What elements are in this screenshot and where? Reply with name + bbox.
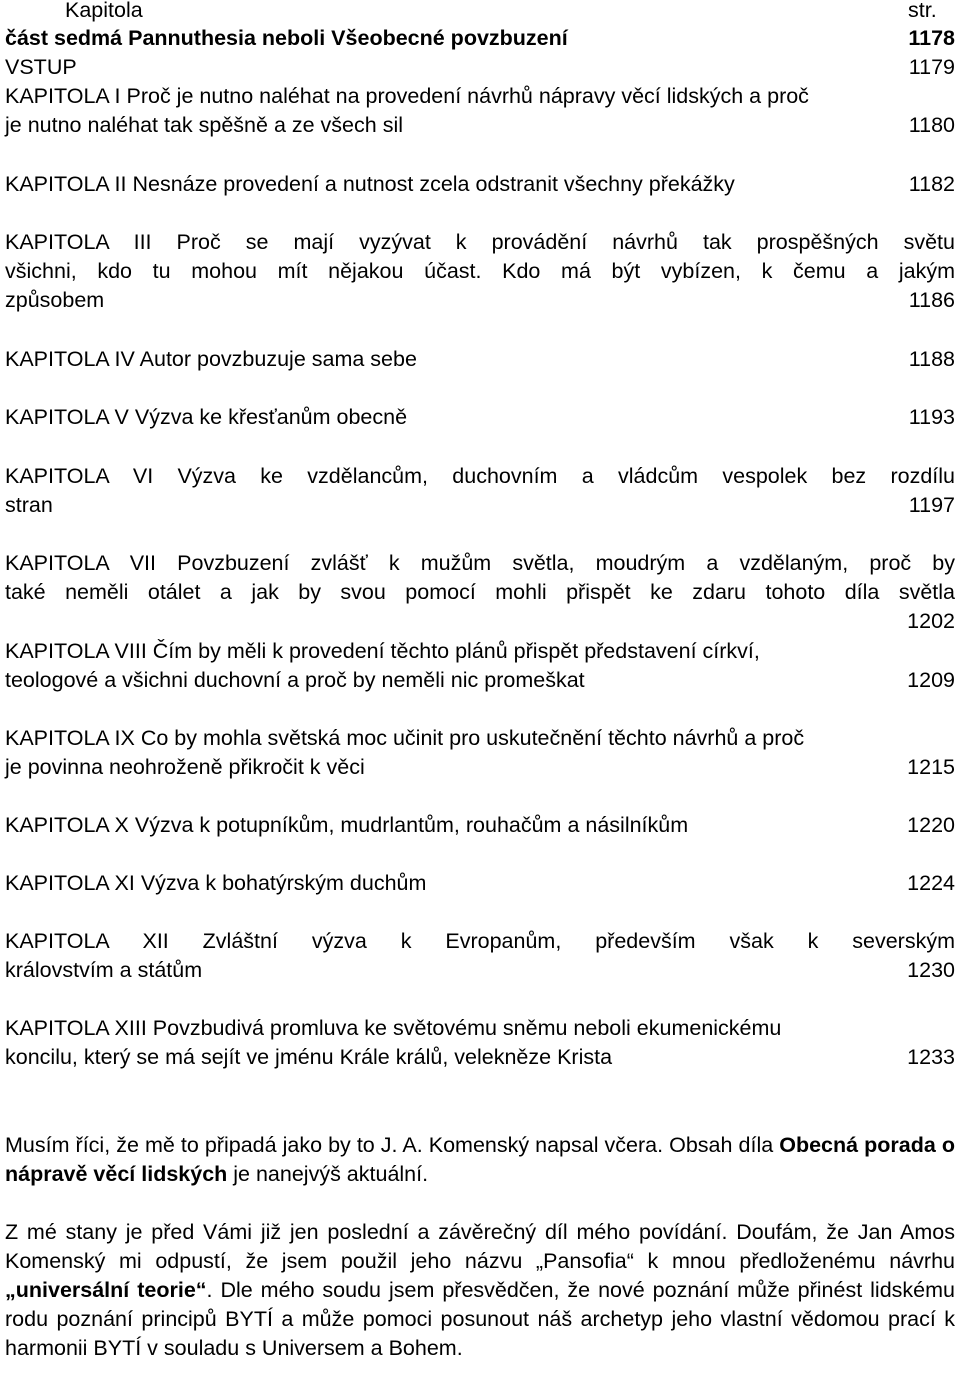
entry-title-line: způsobem (5, 288, 105, 312)
entry-title: KAPITOLA IV Autor povzbuzuje sama sebe (5, 347, 417, 371)
header-chapter-label: Kapitola (65, 0, 143, 22)
entry-title-line: KAPITOLA VI Výzva ke vzdělancům, duchovním a vládcům vespolek bez rozdílu (5, 464, 955, 488)
paragraph-text: . Dle mého soudu jsem přesvědčen, že nové poznání může přinést lidskému rodu poznání principů BYTÍ a může pomoci posunout náš archetyp jeho vlastní vědomou prací k harmonii BYTÍ v souladu s Universem a Bohem. (5, 1278, 955, 1360)
entry-title: KAPITOLA X Výzva k potupníkům, mudrlantům, rouhačům a násilníkům (5, 813, 689, 837)
entry-page-number: 1197 (908, 493, 955, 517)
entry-title: KAPITOLA V Výzva ke křesťanům obecně (5, 405, 408, 429)
entry-title-line: koncilu, který se má sejít ve jménu Krále králů, velekněze Krista (5, 1045, 613, 1069)
entry-page-number: 1230 (907, 958, 955, 982)
entry-page-number: 1180 (908, 113, 955, 137)
entry-page-number: 1182 (908, 172, 955, 196)
entry-page-number: 1215 (907, 755, 955, 779)
commentary-paragraph (5, 1131, 955, 1189)
entry-title-line: všichni, kdo tu mohou mít nějakou účast. Kdo má být vybízen, k čemu a jakým (5, 259, 955, 283)
entry-title-line: KAPITOLA VIII Čím by měli k provedení těchto plánů přispět představení církví, (5, 639, 760, 663)
paragraph-text: Musím říci, že mě to připadá jako by to J. A. Komenský napsal včera. Obsah díla (5, 1133, 774, 1157)
paragraph-text: Z mé stany je před Vámi již jen poslední a závěrečný díl mého povídání. Doufám, že Jan Amos Komenský mi odpustí, že jsem použil jeho názvu „Pansofia“ k mnou předloženému návrhu (5, 1220, 955, 1273)
paragraph-text: je nanejvýš aktuální. (227, 1162, 429, 1186)
entry-page-number: 1179 (908, 55, 955, 79)
entry-title: KAPITOLA II Nesnáze provedení a nutnost zcela odstranit všechny překážky (5, 172, 735, 196)
entry-page-number: 1220 (907, 813, 955, 837)
entry-title-line: KAPITOLA III Proč se mají vyzývat k provádění návrhů tak prospěšných světu (5, 230, 955, 254)
entry-page-number: 1233 (907, 1045, 955, 1069)
toc-entry (5, 927, 955, 985)
entry-page-number: 1193 (908, 405, 955, 429)
entry-title-line: KAPITOLA XIII Povzbudivá promluva ke světovému sněmu neboli ekumenickému (5, 1016, 782, 1040)
toc-entry (5, 549, 955, 636)
entry-title-line: KAPITOLA VII Povzbuzení zvlášť k mužům světla, moudrým a vzdělaným, proč by (5, 551, 955, 575)
commentary-paragraph (5, 1218, 955, 1363)
entry-title: KAPITOLA XI Výzva k bohatýrským duchům (5, 871, 427, 895)
entry-page-number: 1209 (907, 668, 955, 692)
work-title: Obecná porada o nápravě věcí lidských (5, 1133, 955, 1186)
entry-title-line: KAPITOLA XII Zvláštní výzva k Evropanům, především však k severským (5, 929, 955, 953)
part-title-row (5, 24, 955, 53)
entry-page-number: 1186 (908, 288, 955, 312)
entry-page-number: 1224 (907, 871, 955, 895)
entry-title-line: KAPITOLA IX Co by mohla světská moc učinit pro uskutečnění těchto návrhů a proč (5, 726, 805, 750)
theory-name: „universální teorie“ (5, 1278, 207, 1302)
entry-title-line: je nutno naléhat tak spěšně a ze všech sil (5, 113, 404, 137)
entry-title-line: je povinna neohroženě přikročit k věci (5, 755, 365, 779)
part-title: část sedmá Pannuthesia neboli Všeobecné povzbuzení (5, 26, 568, 50)
entry-page-number: 1188 (908, 347, 955, 371)
entry-title-line: královstvím a státům (5, 958, 203, 982)
entry-title-line: také neměli otálet a jak by svou pomocí mohli přispět ke zdaru tohoto díla světla (5, 580, 955, 604)
entry-title-line: KAPITOLA I Proč je nutno naléhat na provedení návrhů nápravy věcí lidských a proč (5, 84, 809, 108)
part-page-number: 1178 (908, 26, 955, 50)
header-page-label: str. (908, 0, 937, 22)
toc-entry (5, 228, 955, 315)
entry-title-line: teologové a všichni duchovní a proč by neměli nic promeškat (5, 668, 585, 692)
toc-entry (5, 462, 955, 520)
entry-title-line: stran (5, 493, 53, 517)
entry-page-number: 1202 (907, 609, 955, 633)
entry-title: VSTUP (5, 55, 77, 79)
